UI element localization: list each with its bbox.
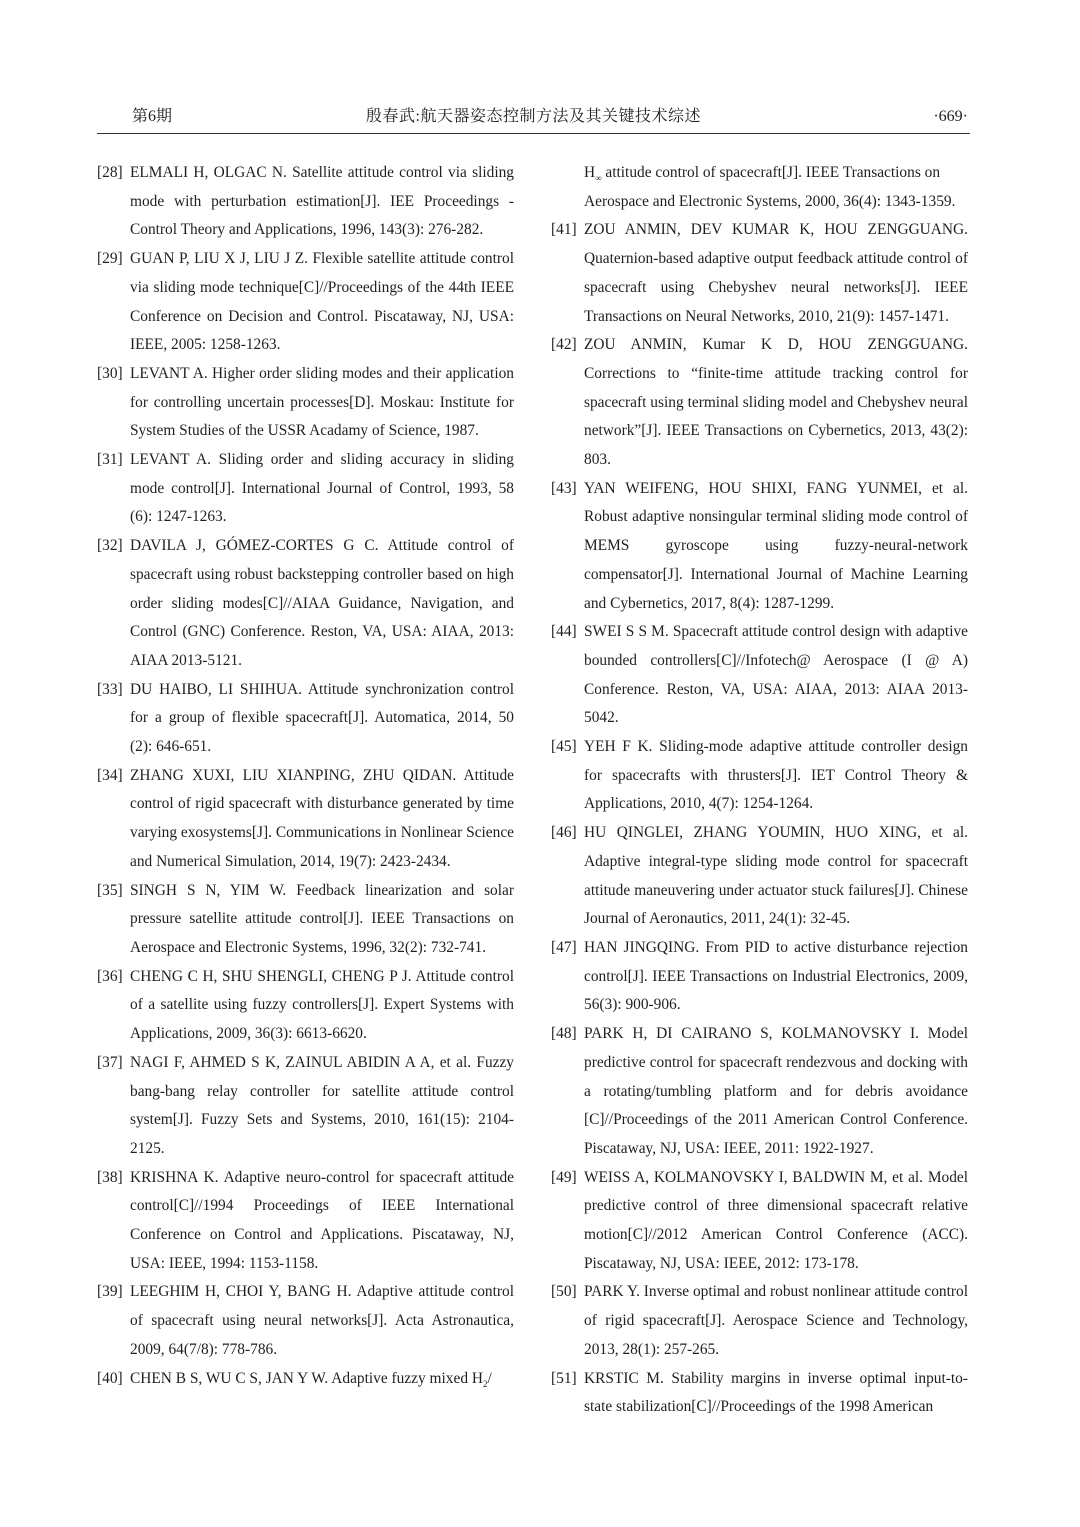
reference-item [551, 475, 968, 619]
reference-text: attitude control of spacecraft[J]. IEEE Transactions on Aerospace and Electronic Systems, 2000, 36(4): 1343-1359. [584, 164, 956, 210]
reference-item [551, 216, 968, 331]
reference-item [551, 1164, 968, 1279]
reference-number: [45] [551, 738, 577, 756]
reference-continuation [551, 159, 968, 216]
reference-list-right [551, 159, 968, 1422]
reference-text: SWEI S S M. Spacecraft attitude control design with adaptive bounded controllers[C]//Infotech@ Aerospace (I @ A) Conference. Reston, VA, USA: AIAA, 2013: AIAA 2013-5042. [584, 623, 968, 727]
reference-number: [41] [551, 221, 577, 239]
reference-number: [39] [97, 1283, 123, 1301]
reference-item [97, 446, 514, 532]
reference-number: [32] [97, 537, 123, 555]
running-header [97, 103, 970, 131]
reference-item [97, 245, 514, 360]
reference-text: CHENG C H, SHU SHENGLI, CHENG P J. Attitude control of a satellite using fuzzy controllers[J]. Expert Systems with Applications, 2009, 36(3): 6613-6620. [130, 967, 514, 1043]
reference-text: LEEGHIM H, CHOI Y, BANG H. Adaptive attitude control of spacecraft using neural networks[J]. Acta Astronautica, 2009, 64(7/8): 778-786. [130, 1283, 514, 1358]
reference-item [97, 159, 514, 245]
reference-number: [49] [551, 1168, 577, 1186]
reference-number: [44] [551, 623, 577, 641]
reference-number: [50] [551, 1283, 577, 1301]
header-divider [97, 133, 970, 134]
reference-text: YAN WEIFENG, HOU SHIXI, FANG YUNMEI, et al. Robust adaptive nonsingular terminal sliding mode control of MEMS gyroscope using fuzzy-neural-network compensator[J]. International Journal of Machine Learning and Cybernetics, 2017, 8(4): 1287-1299. [584, 479, 968, 612]
reference-number: [42] [551, 336, 577, 354]
reference-text: DAVILA J, GÓMEZ-CORTES G C. Attitude control of spacecraft using robust backstepping controller based on high order sliding modes[C]//AIAA Guidance, Navigation, and Control (GNC) Conference. Reston, VA, USA: AIAA, 2013: AIAA 2013-5121. [130, 537, 514, 669]
reference-item [97, 1278, 514, 1364]
reference-text: PARK Y. Inverse optimal and robust nonlinear attitude control of rigid spacecraft[J]. Aerospace Science and Technology, 2013, 28(1): 257-265. [584, 1283, 968, 1358]
reference-number: [40] [97, 1369, 123, 1387]
reference-text: DU HAIBO, LI SHIHUA. Attitude synchronization control for a group of flexible spacecraft[J]. Automatica, 2014, 50 (2): 646-651. [130, 680, 514, 756]
subscript-infinity: ∞ [595, 173, 602, 184]
reference-item [97, 532, 514, 676]
reference-text: ZOU ANMIN, Kumar K D, HOU ZENGGUANG. Corrections to “finite-time attitude tracking control for spacecraft using terminal sliding model and Chebyshev neural network”[J]. IEEE Transactions on Cybernetics, 2013, 43(2): 803. [584, 336, 968, 469]
reference-number: [29] [97, 250, 123, 268]
reference-text: ELMALI H, OLGAC N. Satellite attitude control via sliding mode with perturbation estimation[J]. IEE Proceedings - Control Theory and Applications, 1996, 143(3): 276-282. [130, 164, 514, 239]
reference-number: [51] [551, 1369, 577, 1387]
reference-item [551, 819, 968, 934]
reference-number: [33] [97, 680, 123, 698]
reference-number: [31] [97, 451, 123, 469]
reference-item [551, 934, 968, 1020]
reference-number: [46] [551, 824, 577, 842]
reference-text: SINGH S N, YIM W. Feedback linearization and solar pressure satellite attitude control[J]. IEEE Transactions on Aerospace and Electronic Systems, 1996, 32(2): 732-741. [130, 881, 514, 956]
slash-char: / [487, 1369, 492, 1387]
reference-text: GUAN P, LIU X J, LIU J Z. Flexible satellite attitude control via sliding mode technique[C]//Proceedings of the 44th IEEE Conference on Decision and Control. Piscataway, NJ, USA: IEEE, 2005: 1258-1263. [130, 250, 514, 354]
reference-number: [34] [97, 766, 123, 784]
reference-number: [30] [97, 364, 123, 382]
reference-text: CHEN B S, WU C S, JAN Y W. Adaptive fuzzy mixed H [130, 1369, 483, 1387]
running-title: 殷春武:航天器姿态控制方法及其关键技术综述 [366, 108, 701, 125]
reference-item [551, 331, 968, 475]
reference-number: [36] [97, 967, 123, 985]
reference-text: $H_\infty$ [584, 164, 602, 184]
subscript-2: 2 [482, 1378, 488, 1389]
reference-item-40 [97, 1365, 514, 1394]
reference-text: ZOU ANMIN, DEV KUMAR K, HOU ZENGGUANG. Quaternion-based adaptive output feedback attitude control of spacecraft using Chebyshev neural networks[J]. IEEE Transactions on Neural Networks, 2010, 21(9): 1457-1471. [584, 221, 968, 325]
reference-item [97, 762, 514, 877]
reference-text: PARK H, DI CAIRANO S, KOLMANOVSKY I. Model predictive control for spacecraft rendezvous and docking with a rotating/tumbling platform and for debris avoidance [C]//Proceedings of the 2011 American Control Conference. Piscataway, NJ, USA: IEEE, 2011: 1922-1927. [584, 1025, 968, 1157]
reference-item [97, 360, 514, 446]
reference-number: [48] [551, 1025, 577, 1043]
reference-item [97, 877, 514, 963]
reference-item [551, 1365, 968, 1422]
reference-list-left [97, 159, 514, 1393]
reference-text: WEISS A, KOLMANOVSKY I, BALDWIN M, et al. Model predictive control of three dimensional spacecraft relative motion[C]//2012 American Control Conference (ACC). Piscataway, NJ, USA: IEEE, 2012: 173-178. [584, 1168, 968, 1272]
reference-item [551, 618, 968, 733]
reference-text: KRSTIC M. Stability margins in inverse optimal input-to-state stabilization[C]//Proceedings of the 1998 American [584, 1369, 968, 1416]
reference-number: [43] [551, 479, 577, 497]
reference-number: [35] [97, 881, 123, 899]
reference-text: KRISHNA K. Adaptive neuro-control for spacecraft attitude control[C]//1994 Proceedings of IEEE International Conference on Control and Applications. Piscataway, NJ, USA: IEEE, 1994: 1153-1158. [130, 1168, 514, 1272]
reference-text: LEVANT A. Higher order sliding modes and their application for controlling uncertain processes[D]. Moskau: Institute for System Studies of the USSR Acadamy of Science, 1987. [130, 364, 514, 440]
reference-number: [47] [551, 938, 577, 956]
reference-item [551, 1020, 968, 1164]
reference-item [97, 1164, 514, 1279]
page-number: ·669· [933, 108, 968, 125]
reference-item [97, 1049, 514, 1164]
reference-number: [37] [97, 1053, 123, 1071]
reference-item [551, 733, 968, 819]
reference-text: HU QINGLEI, ZHANG YOUMIN, HUO XING, et al. Adaptive integral-type sliding mode control for spacecraft attitude maneuvering under actuator stuck failures[J]. Chinese Journal of Aeronautics, 2011, 24(1): 32-45. [584, 824, 968, 928]
reference-text: HAN JINGQING. From PID to active disturbance rejection control[J]. IEEE Transactions on Industrial Electronics, 2009, 56(3): 900-906. [584, 938, 968, 1014]
reference-item [97, 676, 514, 762]
reference-item [97, 963, 514, 1049]
reference-text: NAGI F, AHMED S K, ZAINUL ABIDIN A A, et al. Fuzzy bang-bang relay controller for satellite attitude control system[J]. Fuzzy Sets and Systems, 2010, 161(15): 2104-2125. [130, 1053, 514, 1157]
reference-number: [38] [97, 1168, 123, 1186]
reference-text: LEVANT A. Sliding order and sliding accuracy in sliding mode control[J]. International Journal of Control, 1993, 58 (6): 1247-1263. [130, 451, 514, 526]
reference-item [551, 1278, 968, 1364]
reference-text: ZHANG XUXI, LIU XIANPING, ZHU QIDAN. Attitude control of rigid spacecraft with disturbance generated by time varying exosystems[J]. Communications in Nonlinear Science and Numerical Simulation, 2014, 19(7): 2423-2434. [130, 766, 514, 870]
issue-label: 第6期 [132, 108, 173, 125]
reference-number: [28] [97, 164, 123, 181]
reference-text: YEH F K. Sliding-mode adaptive attitude controller design for spacecrafts with thrusters[J]. IET Control Theory & Applications, 2010, 4(7): 1254-1264. [584, 738, 968, 813]
